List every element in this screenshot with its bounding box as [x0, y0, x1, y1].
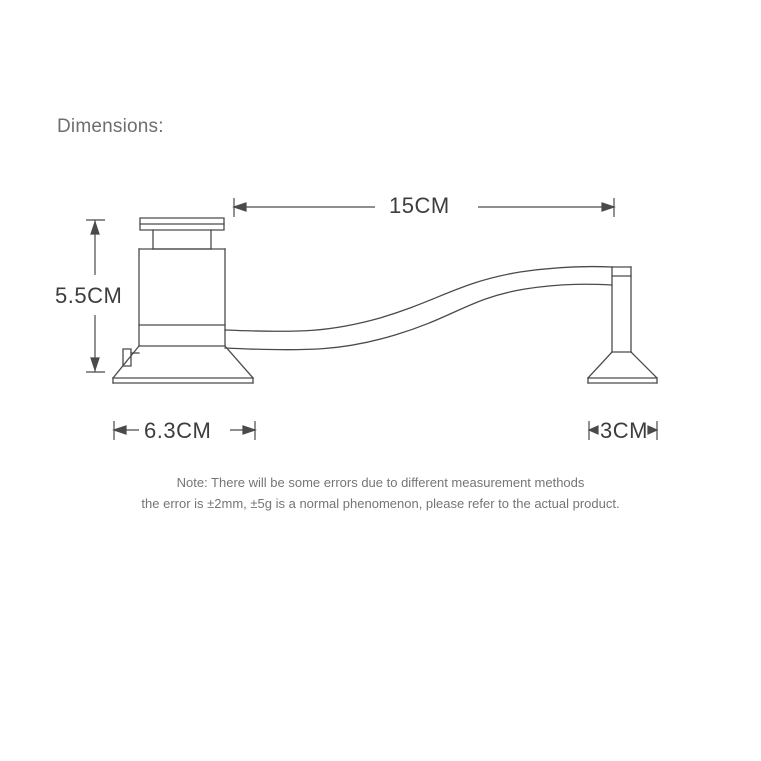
- spout-column: [612, 267, 631, 352]
- spout-base-flare: [588, 352, 657, 383]
- dimension-label-spout-base: 3CM: [600, 418, 648, 443]
- body-cylinder: [139, 249, 225, 346]
- measurement-note: [0, 472, 761, 514]
- curved-arm: [225, 267, 612, 350]
- measurement-note-line-2: the error is ±2mm, ±5g is a normal phenomenon, please refer to the actual product.: [141, 496, 620, 511]
- dimension-label-length: 15CM: [389, 193, 450, 218]
- dimension-label-height: 5.5CM: [55, 283, 123, 308]
- measurement-note-line-1: Note: There will be some errors due to different measurement methods: [176, 475, 585, 490]
- dimension-label-base-width: 6.3CM: [144, 418, 212, 443]
- body-top-cap: [140, 218, 224, 230]
- page-title: Dimensions:: [57, 116, 164, 137]
- body-neck: [153, 230, 211, 249]
- body-base-flare: [113, 346, 253, 383]
